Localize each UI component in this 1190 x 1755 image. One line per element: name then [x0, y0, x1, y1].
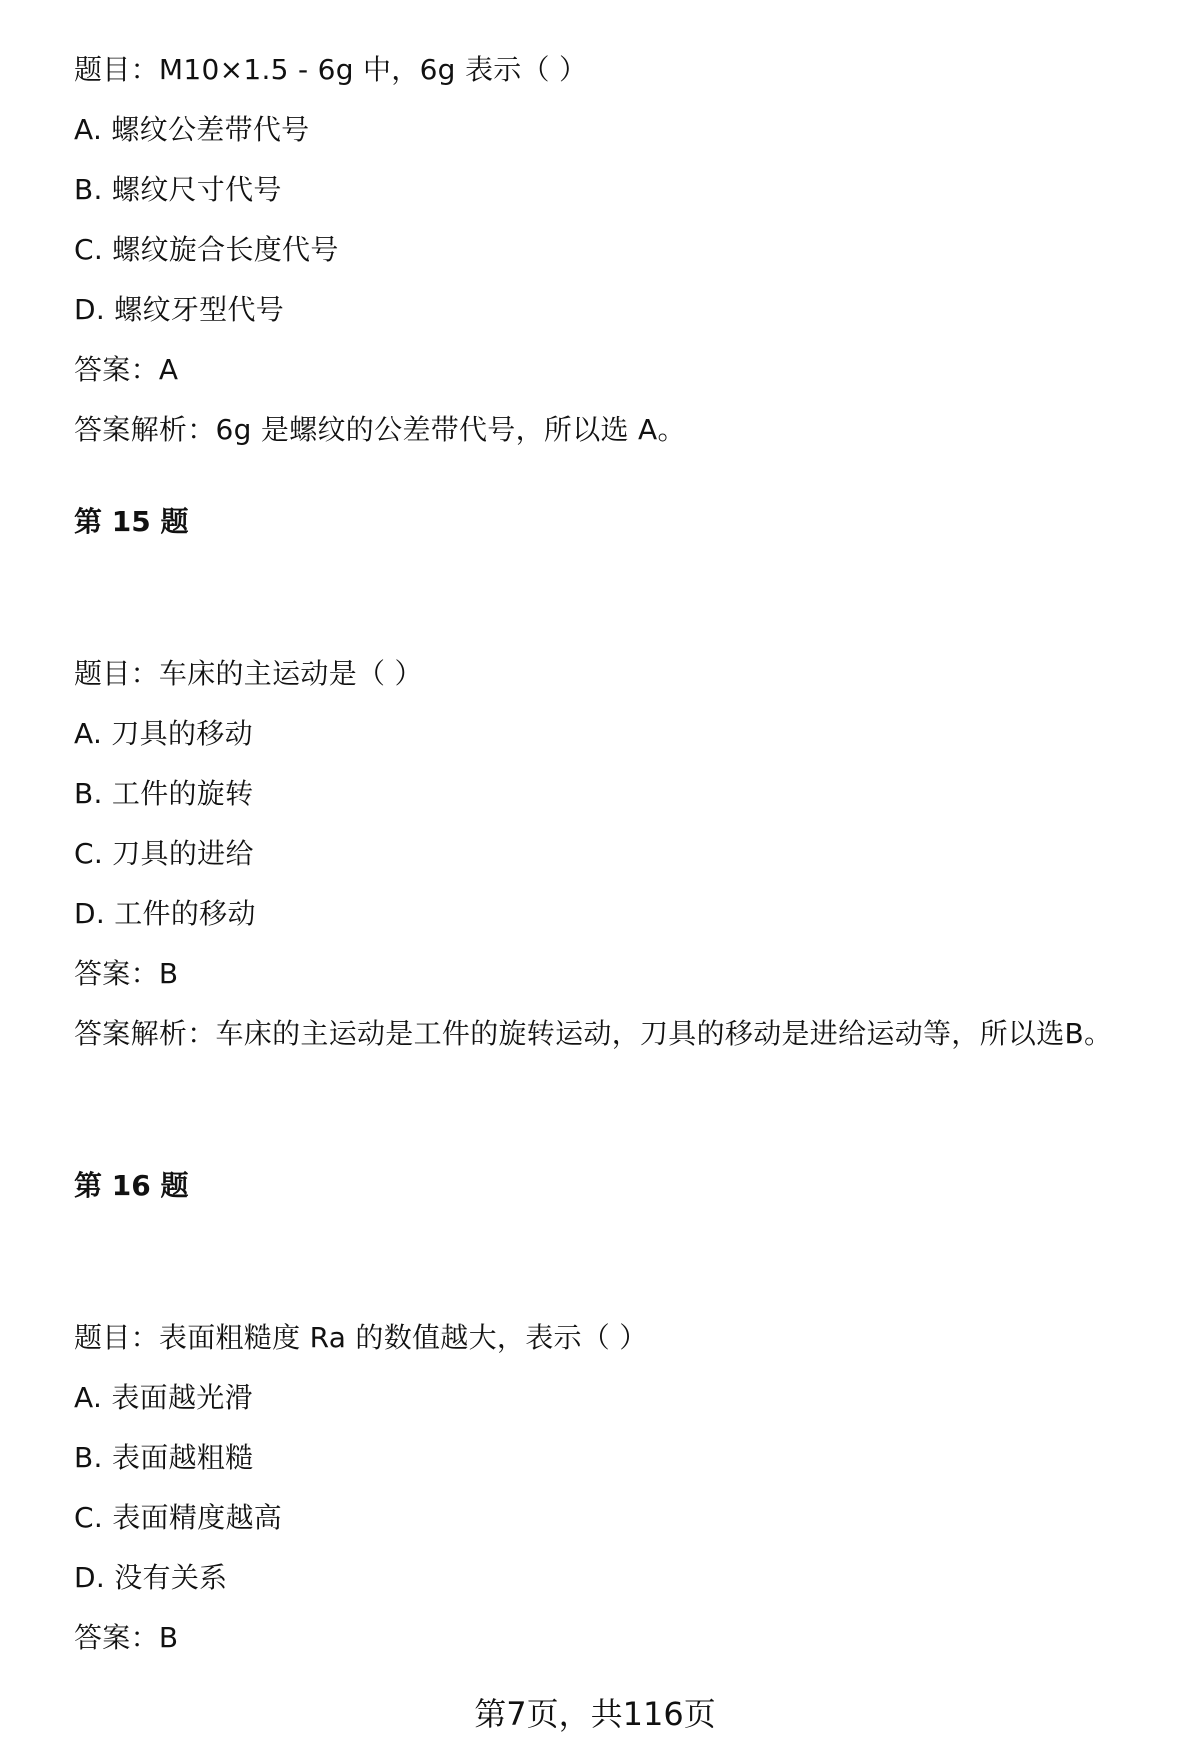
q15-analysis: 答案解析：车床的主运动是工件的旋转运动，刀具的移动是进给运动等，所以选B。 — [74, 1017, 1113, 1050]
q14-answer: 答案：A — [74, 353, 179, 386]
page-number-footer: 第7页，共116页 — [474, 1695, 716, 1733]
q14-option-a: A. 螺纹公差带代号 — [74, 113, 310, 146]
q14-question: 题目：M10×1.5 - 6g 中，6g 表示（ ） — [74, 53, 588, 86]
q16-option-d: D. 没有关系 — [74, 1561, 228, 1594]
q15-heading: 第 15 题 — [74, 505, 189, 538]
q15-option-d: D. 工件的移动 — [74, 897, 256, 930]
q16-option-c: C. 表面精度越高 — [74, 1501, 283, 1534]
q15-option-c: C. 刀具的进给 — [74, 837, 254, 870]
q15-option-a: A. 刀具的移动 — [74, 717, 253, 750]
q15-answer: 答案：B — [74, 957, 179, 990]
q14-option-c: C. 螺纹旋合长度代号 — [74, 233, 339, 266]
q15-option-b: B. 工件的旋转 — [74, 777, 254, 810]
q16-option-b: B. 表面越粗糙 — [74, 1441, 254, 1474]
q16-question: 题目：表面粗糙度 Ra 的数值越大，表示（ ） — [74, 1321, 648, 1354]
q14-option-b: B. 螺纹尺寸代号 — [74, 173, 282, 206]
q16-heading: 第 16 题 — [74, 1169, 189, 1202]
q16-answer: 答案：B — [74, 1621, 179, 1654]
q14-option-d: D. 螺纹牙型代号 — [74, 293, 285, 326]
q16-option-a: A. 表面越光滑 — [74, 1381, 253, 1414]
q15-question: 题目：车床的主运动是（ ） — [74, 657, 423, 690]
q14-analysis: 答案解析：6g 是螺纹的公差带代号，所以选 A。 — [74, 413, 686, 446]
